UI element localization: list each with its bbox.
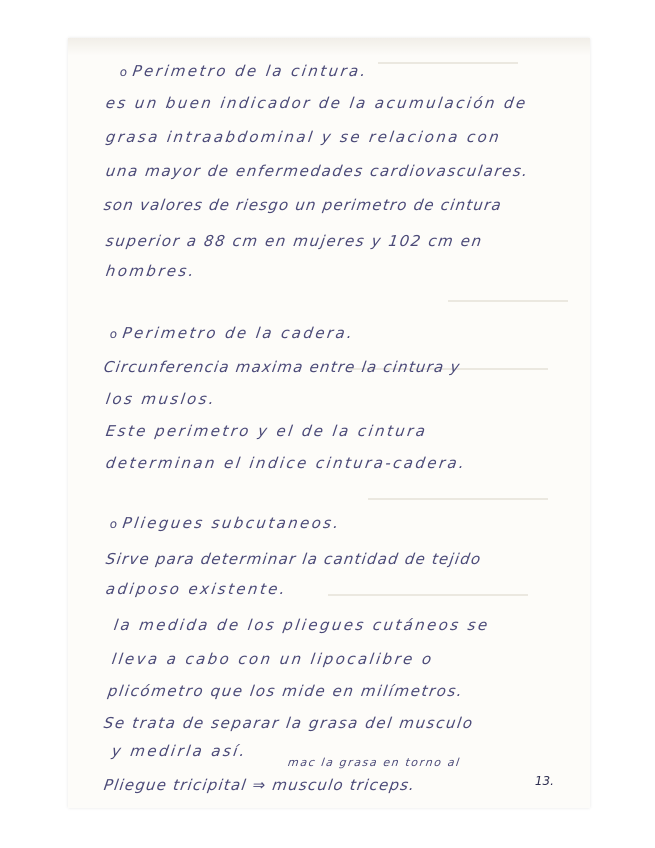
text-line: Pliegue tricipital ⇒ musculo triceps. bbox=[102, 776, 417, 794]
text-line: y medirla así. bbox=[110, 742, 249, 760]
text-line: determinan el indice cintura-cadera. bbox=[104, 454, 468, 472]
margin-note: mac la grasa en torno al bbox=[287, 756, 462, 769]
text-line: son valores de riesgo un perimetro de cintura bbox=[102, 196, 504, 214]
text-line: adiposo existente. bbox=[104, 580, 289, 598]
notebook-page bbox=[68, 38, 590, 808]
text-line: plicómetro que los mide en milímetros. bbox=[106, 682, 465, 700]
text-line: Este perimetro y el de la cintura bbox=[104, 422, 429, 440]
text-line: los muslos. bbox=[104, 390, 218, 408]
text-line: superior a 88 cm en mujeres y 102 cm en bbox=[104, 232, 485, 250]
text-line: lleva a cabo con un lipocalibre o bbox=[110, 650, 435, 668]
heading-perimetro-cadera: o Perimetro de la cadera. bbox=[109, 324, 356, 342]
text-line: la medida de los pliegues cutáneos se bbox=[112, 616, 491, 634]
heading-perimetro-cintura: o Perimetro de la cintura. bbox=[119, 62, 369, 80]
text-line: grasa intraabdominal y se relaciona con bbox=[104, 128, 503, 146]
text-line: Sirve para determinar la cantidad de tejido bbox=[104, 550, 483, 568]
text-line: Se trata de separar la grasa del musculo bbox=[102, 714, 475, 732]
page-number: 13. bbox=[534, 774, 554, 788]
text-line: Circunferencia maxima entre la cintura y bbox=[102, 358, 462, 376]
heading-pliegues-subcutaneos: o Pliegues subcutaneos. bbox=[109, 514, 342, 532]
text-line: una mayor de enfermedades cardiovasculares. bbox=[104, 162, 531, 180]
text-line: hombres. bbox=[104, 262, 198, 280]
text-line: es un buen indicador de la acumulación de bbox=[104, 94, 529, 112]
